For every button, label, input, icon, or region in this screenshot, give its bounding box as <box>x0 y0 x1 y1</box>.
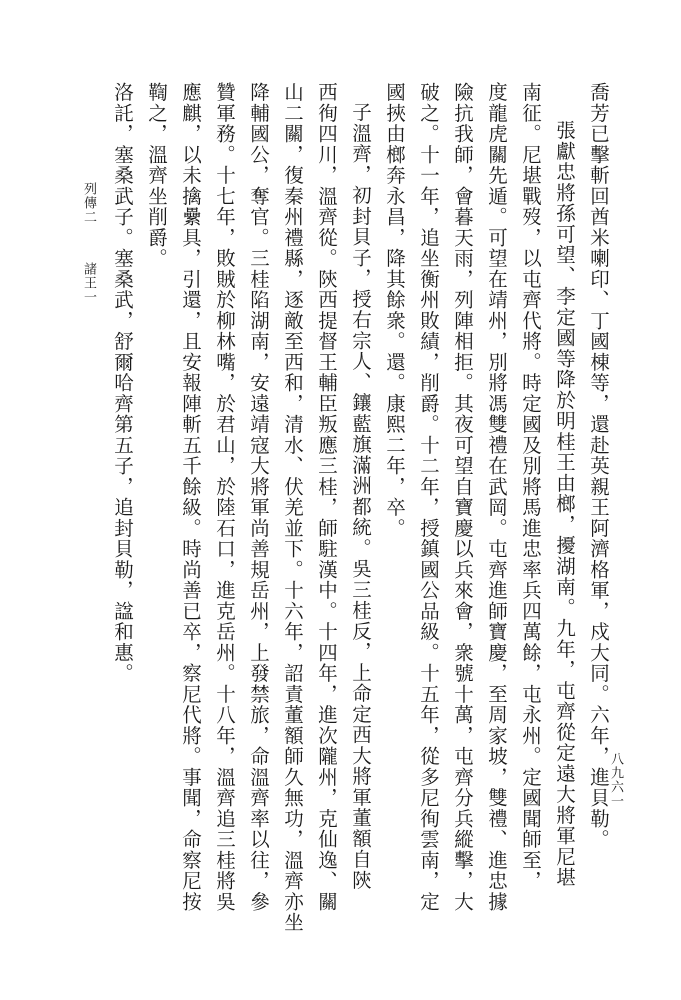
text-column-6: 破之。十一年，追坐衡州敗績，削爵。十二年，授鎮國公品級。十五年，從多尼徇雲南，定 <box>417 82 440 912</box>
text-column-14: 鞫之，溫齊坐削爵。 <box>145 82 168 269</box>
text-column-12: 贊軍務。十七年，敗賊於柳林嘴，於君山，於陸石口，進克岳州。十八年，溫齊追三桂將吳 <box>213 82 236 912</box>
text-column-2: 張獻忠將孫可望、李定國等降於明桂王由榔，擾湖南。九年，屯齊從定遠大將軍尼堪 <box>553 120 576 888</box>
text-column-11: 降輔國公，奪官。三桂陷湖南，安遠靖寇大將軍尚善規岳州，上發禁旅，命溫齊率以往，參 <box>247 82 270 912</box>
text-column-13: 應麒，以未擒纍具，引還，且安報陣斬五千餘級。時尚善已卒，察尼代將。事聞，命察尼按 <box>179 82 202 912</box>
margin-chapter-title: 列傳二 <box>81 182 96 224</box>
text-column-4: 度龍虎關先遁。可望在靖州，別將馮雙禮在武岡。屯齊進師寶慶，至周家坡，雙禮、進忠據 <box>485 82 508 912</box>
text-column-15: 洛託，塞桑武子。塞桑武，舒爾哈齊第五子，追封貝勒，諡和惠。 <box>111 82 134 684</box>
text-column-5: 險抗我師，會暮天雨，列陣相拒。其夜可望自寶慶以兵來會，衆號十萬，屯齊分兵縱擊，大 <box>451 82 474 912</box>
text-column-1: 喬芳已擊斬回酋米喇印、丁國棟等，還赴英親王阿濟格軍，戍大同。六年，進貝勒。 <box>587 82 610 850</box>
text-column-10: 山二關，復秦州禮縣，逐敵至西和，清水、伏羌並下。十六年，詔責董額師久無功，溫齊亦坐 <box>281 82 304 933</box>
margin-chapter-subtitle: 諸王一 <box>81 262 96 304</box>
page-number: 八九六一 <box>608 752 623 808</box>
text-column-8: 子溫齊，初封貝子，授右宗人、鑲藍旗滿洲都統。吳三桂反，上命定西大將軍董額自陝 <box>349 102 372 891</box>
text-column-9: 西徇四川，溫齊從。陝西提督王輔臣叛應三桂，師駐漢中。十四年，進次隴州，克仙逸、關 <box>315 82 338 912</box>
text-column-3: 南征。尼堪戰歿，以屯齊代將。時定國及別將馬進忠率兵四萬餘，屯永州。定國聞師至， <box>519 82 542 892</box>
text-column-7: 國挾由榔奔永昌，降其餘衆。還。康熙二年，卒。 <box>383 82 406 539</box>
